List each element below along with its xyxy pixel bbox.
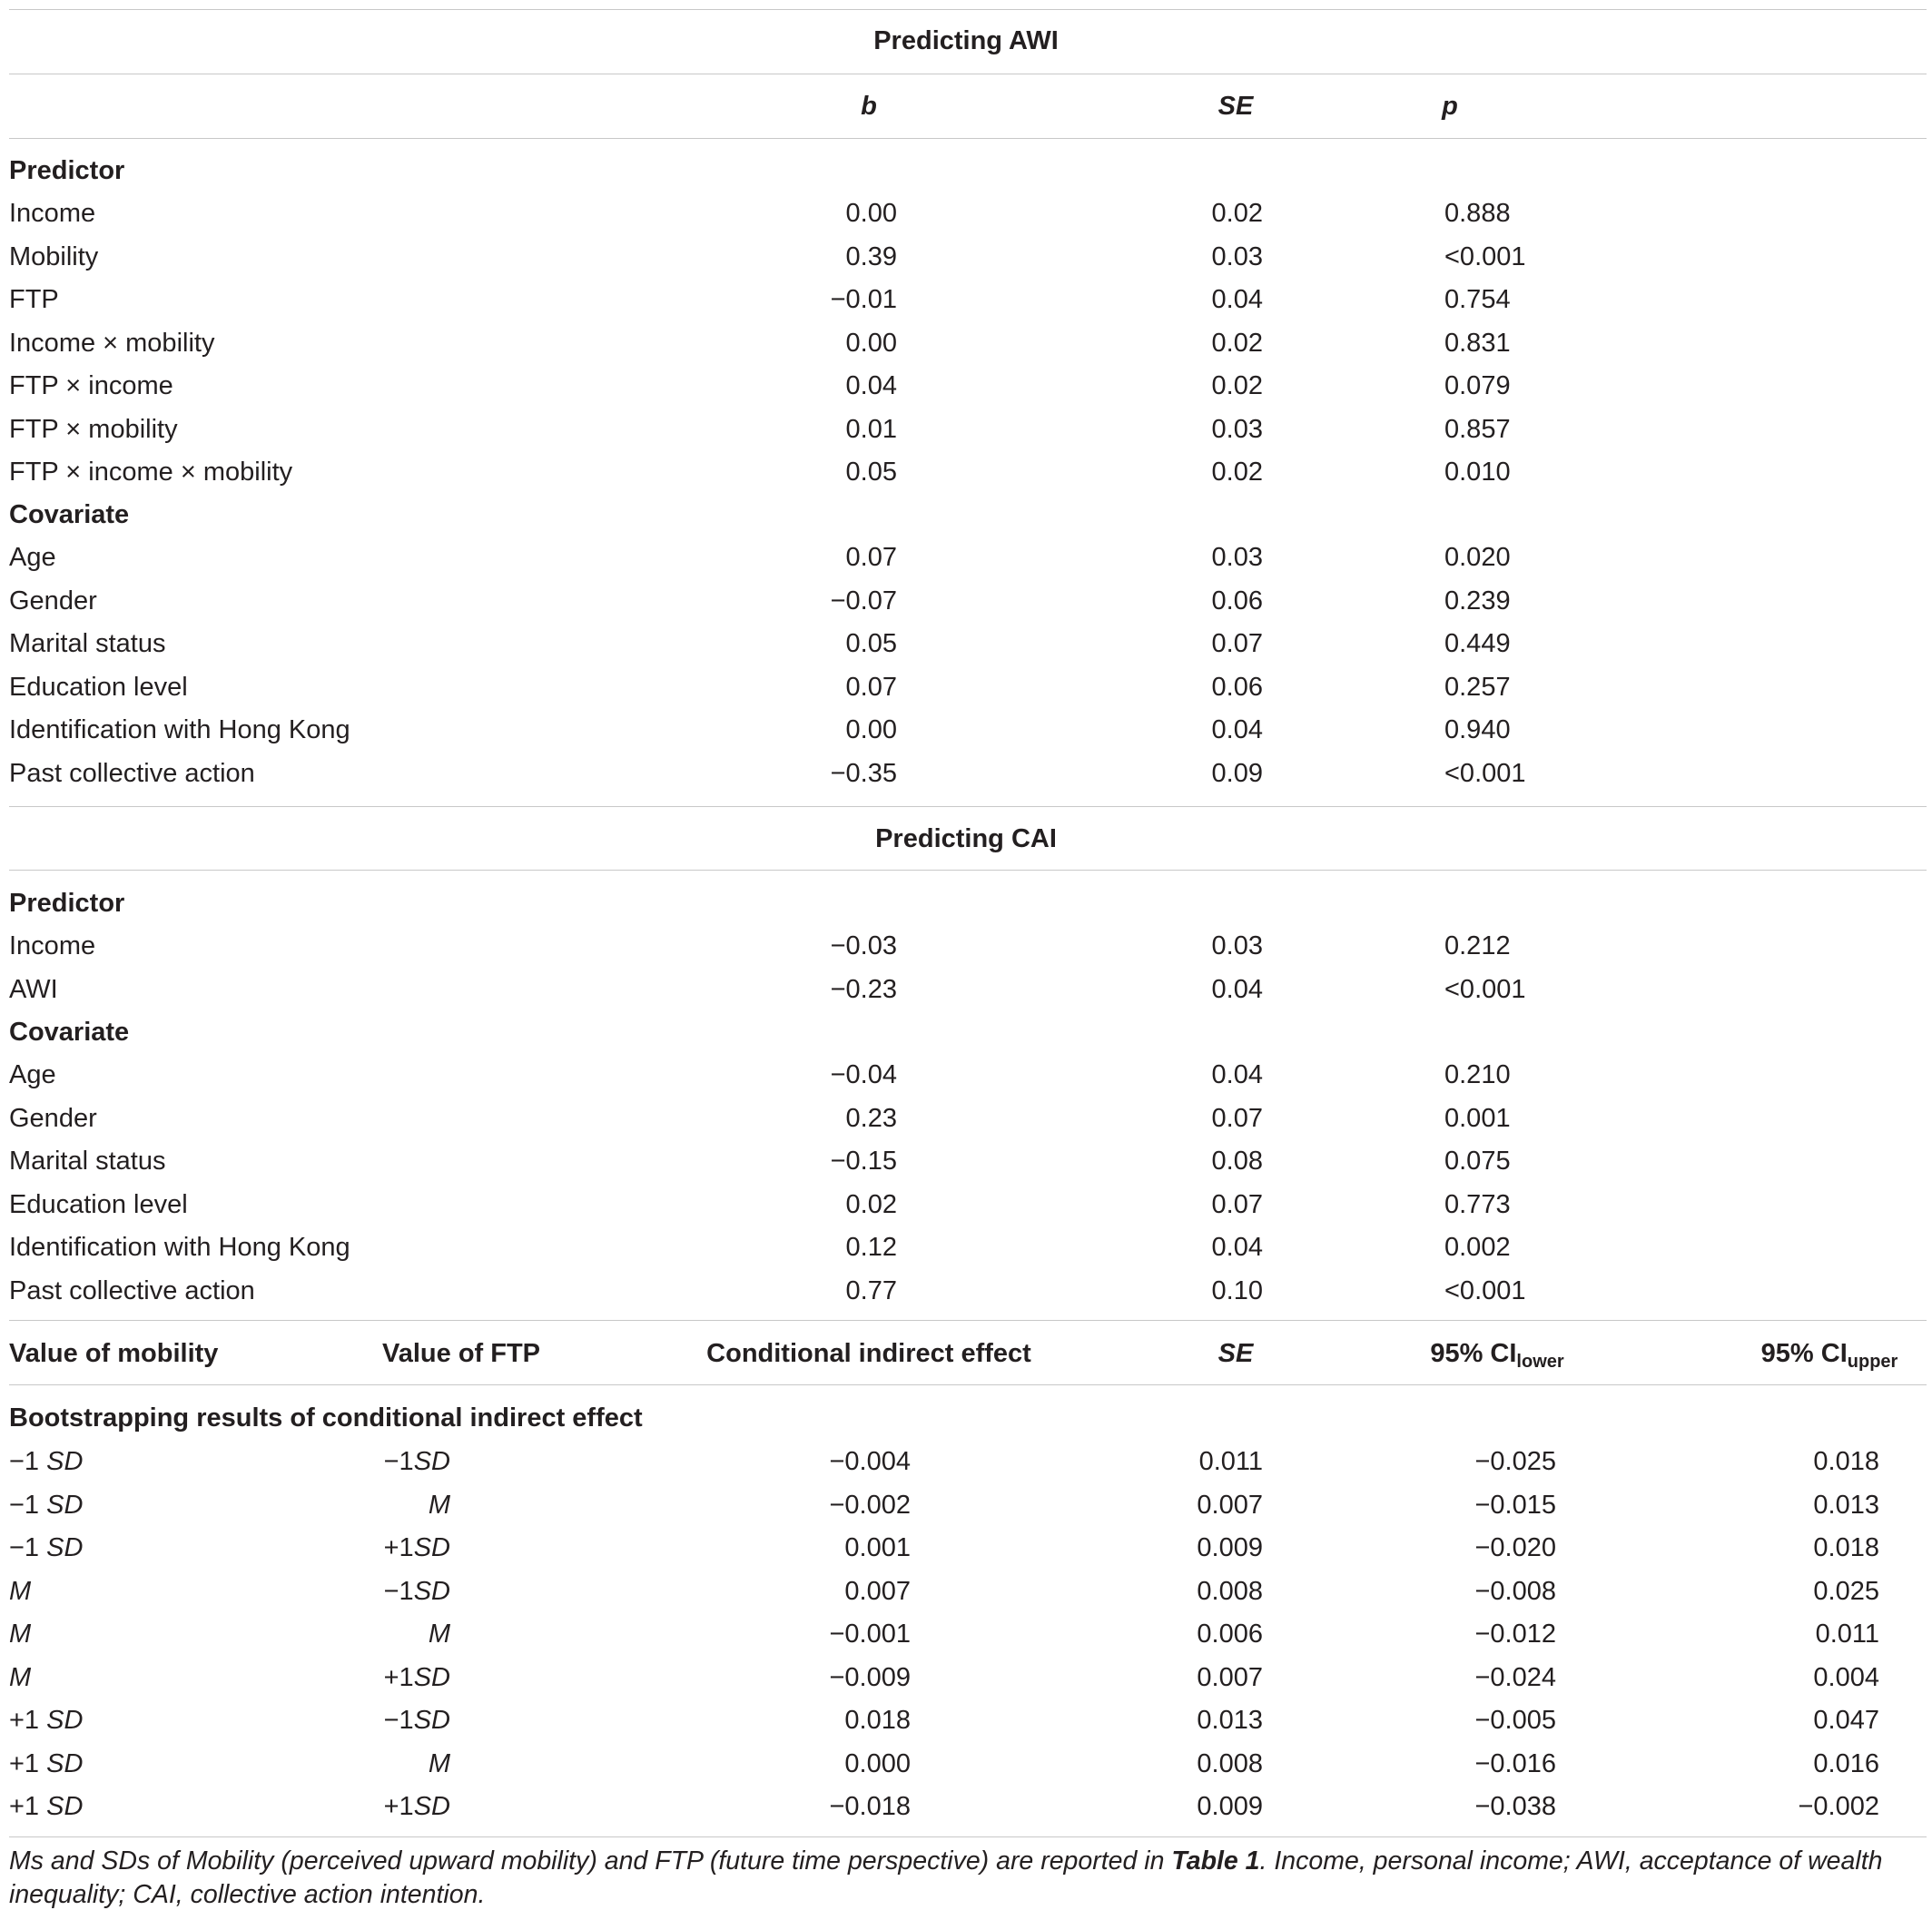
row-b-value: −0.35: [830, 759, 897, 788]
row-se-value: 0.04: [1211, 285, 1263, 314]
mobility-stat: M: [9, 1620, 32, 1649]
row-se-value: 0.03: [1211, 415, 1263, 444]
row-p-value: 0.754: [1444, 285, 1511, 314]
se-value: 0.006: [1197, 1620, 1263, 1649]
row-se-value: 0.02: [1211, 199, 1263, 228]
row-se-value: 0.02: [1211, 458, 1263, 487]
row-se-value: 0.07: [1211, 1190, 1263, 1219]
ftp-number: +1: [383, 1792, 414, 1821]
row-label: FTP × mobility: [9, 415, 178, 444]
se-value: 0.009: [1197, 1792, 1263, 1821]
ci-upper-sub: upper: [1847, 1352, 1898, 1372]
row-se-value: 0.04: [1211, 1233, 1263, 1262]
row-se-value: 0.03: [1211, 242, 1263, 271]
rule-cai-top: [9, 806, 1927, 807]
note-part2: . Income, personal income; AWI, acceptance of wealth inequality; CAI, collective action intention.: [9, 1846, 1883, 1909]
ftp-stat: SD: [413, 1792, 450, 1821]
ci-upper-value: 0.013: [1813, 1491, 1879, 1520]
row-se-value: 0.02: [1211, 329, 1263, 358]
ftp-stat: M: [428, 1749, 450, 1778]
effect-value: 0.018: [844, 1706, 911, 1735]
mobility-number: +1: [9, 1792, 47, 1821]
mobility-value: [9, 1794, 83, 1820]
ci-lower-sub: lower: [1516, 1352, 1564, 1372]
row-p-value: 0.020: [1444, 543, 1511, 572]
row-p-value: 0.210: [1444, 1060, 1511, 1089]
boot-col-ftp: Value of FTP: [382, 1339, 541, 1368]
effect-value: 0.001: [844, 1533, 911, 1562]
mobility-stat: SD: [46, 1706, 84, 1735]
ci-lower-value: −0.038: [1474, 1792, 1556, 1821]
row-label: FTP × income: [9, 371, 173, 400]
se-value: 0.007: [1197, 1491, 1263, 1520]
row-p-value: 0.831: [1444, 329, 1511, 358]
row-label: Gender: [9, 1104, 97, 1133]
row-se-value: 0.08: [1211, 1147, 1263, 1176]
row-se-value: 0.03: [1211, 931, 1263, 960]
se-value: 0.011: [1198, 1447, 1263, 1476]
row-label: Age: [9, 543, 56, 572]
rule-cai-title: [9, 870, 1927, 871]
ci-upper-value: 0.018: [1813, 1447, 1879, 1476]
row-se-value: 0.07: [1211, 629, 1263, 658]
ftp-value: [384, 1794, 450, 1820]
row-label: Income: [9, 931, 96, 960]
row-b-value: −0.03: [830, 931, 897, 960]
row-b-value: 0.39: [845, 242, 897, 271]
ci-lower-value: −0.012: [1474, 1620, 1556, 1649]
ci-upper-value: 0.004: [1813, 1663, 1879, 1692]
ftp-value: [429, 1751, 450, 1777]
awi-col-b: b: [861, 92, 877, 121]
mobility-value: [9, 1535, 83, 1561]
ci-lower-value: −0.024: [1474, 1663, 1556, 1692]
row-label: Identification with Hong Kong: [9, 1233, 350, 1262]
effect-value: 0.007: [844, 1577, 911, 1606]
boot-heading: Bootstrapping results of conditional indirect effect: [9, 1403, 643, 1433]
ftp-value: [384, 1579, 450, 1605]
mobility-stat: M: [9, 1577, 32, 1606]
ftp-stat: SD: [413, 1447, 450, 1476]
ftp-value: [384, 1449, 450, 1475]
row-b-value: 0.05: [845, 458, 897, 487]
row-label: Marital status: [9, 629, 166, 658]
row-label: Gender: [9, 586, 97, 615]
row-b-value: 0.00: [845, 329, 897, 358]
mobility-value: [9, 1621, 31, 1648]
ftp-stat: M: [428, 1620, 450, 1649]
row-p-value: 0.940: [1444, 715, 1511, 744]
boot-col-effect: Conditional indirect effect: [706, 1339, 1031, 1368]
se-value: 0.013: [1197, 1706, 1263, 1735]
rule-awi-header: [9, 138, 1927, 139]
row-b-value: 0.01: [845, 415, 897, 444]
ftp-number: −1: [383, 1447, 414, 1476]
row-label: Age: [9, 1060, 56, 1089]
ftp-value: [429, 1621, 450, 1648]
ci-lower-value: −0.005: [1474, 1706, 1556, 1735]
awi-predictor-heading: Predictor: [9, 156, 125, 185]
ftp-number: +1: [383, 1663, 414, 1692]
se-value: 0.008: [1197, 1749, 1263, 1778]
row-label: Education level: [9, 673, 188, 702]
mobility-number: +1: [9, 1749, 47, 1778]
row-se-value: 0.06: [1211, 586, 1263, 615]
row-label: Income: [9, 199, 96, 228]
mobility-stat: SD: [46, 1749, 84, 1778]
row-b-value: 0.12: [845, 1233, 897, 1262]
ftp-number: −1: [383, 1577, 414, 1606]
row-p-value: 0.857: [1444, 415, 1511, 444]
row-b-value: 0.02: [845, 1190, 897, 1219]
row-b-value: 0.07: [845, 673, 897, 702]
row-b-value: 0.05: [845, 629, 897, 658]
ci-upper-value: 0.025: [1813, 1577, 1879, 1606]
row-p-value: <0.001: [1444, 975, 1526, 1004]
row-label: Past collective action: [9, 1276, 255, 1305]
rule-boot-top: [9, 1320, 1927, 1321]
effect-value: 0.000: [844, 1749, 911, 1778]
mobility-number: −1: [9, 1447, 47, 1476]
boot-col-mobility: Value of mobility: [9, 1339, 219, 1368]
row-b-value: 0.00: [845, 715, 897, 744]
row-p-value: 0.212: [1444, 931, 1511, 960]
row-b-value: −0.04: [830, 1060, 897, 1089]
row-p-value: 0.001: [1444, 1104, 1511, 1133]
ftp-value: [384, 1535, 450, 1561]
note-part1: Ms and SDs of Mobility (perceived upward mobility) and FTP (future time perspective) are reported in: [9, 1846, 1172, 1876]
ci-upper-value: 0.016: [1813, 1749, 1879, 1778]
row-label: Income × mobility: [9, 329, 215, 358]
mobility-number: +1: [9, 1706, 47, 1735]
row-p-value: 0.079: [1444, 371, 1511, 400]
mobility-stat: SD: [46, 1491, 84, 1520]
boot-col-se: SE: [1217, 1339, 1254, 1368]
row-b-value: −0.23: [830, 975, 897, 1004]
mobility-value: [9, 1449, 83, 1475]
ftp-number: −1: [383, 1706, 414, 1735]
row-b-value: 0.04: [845, 371, 897, 400]
row-se-value: 0.09: [1211, 759, 1263, 788]
row-p-value: <0.001: [1444, 1276, 1526, 1305]
mobility-value: [9, 1579, 31, 1605]
row-se-value: 0.04: [1211, 975, 1263, 1004]
row-p-value: 0.239: [1444, 586, 1511, 615]
row-b-value: 0.07: [845, 543, 897, 572]
se-value: 0.008: [1197, 1577, 1263, 1606]
ci-upper-value: 0.018: [1813, 1533, 1879, 1562]
ci-lower-value: −0.015: [1474, 1491, 1556, 1520]
row-b-value: −0.01: [830, 285, 897, 314]
ftp-stat: SD: [413, 1533, 450, 1562]
row-p-value: 0.888: [1444, 199, 1511, 228]
mobility-value: [9, 1492, 83, 1519]
row-se-value: 0.02: [1211, 371, 1263, 400]
row-se-value: 0.03: [1211, 543, 1263, 572]
ci-lower-value: −0.025: [1474, 1447, 1556, 1476]
effect-value: −0.009: [829, 1663, 911, 1692]
ftp-stat: SD: [413, 1706, 450, 1735]
row-label: Marital status: [9, 1147, 166, 1176]
row-se-value: 0.04: [1211, 1060, 1263, 1089]
se-value: 0.007: [1197, 1663, 1263, 1692]
ftp-number: +1: [383, 1533, 414, 1562]
boot-col-ci-lower: [1430, 1339, 1564, 1372]
ci-lower-value: −0.008: [1474, 1577, 1556, 1606]
ftp-value: [429, 1492, 450, 1519]
boot-col-ci-upper: [1760, 1339, 1898, 1372]
row-label: Mobility: [9, 242, 99, 271]
ci-upper-prefix: 95% CI: [1760, 1339, 1848, 1368]
mobility-value: [9, 1751, 83, 1777]
ftp-stat: SD: [413, 1577, 450, 1606]
mobility-stat: SD: [46, 1447, 84, 1476]
row-p-value: <0.001: [1444, 759, 1526, 788]
rule-boot-header: [9, 1384, 1927, 1385]
row-p-value: 0.075: [1444, 1147, 1511, 1176]
ftp-value: [384, 1665, 450, 1691]
table-footnote: [9, 1845, 1916, 1912]
row-label: FTP × income × mobility: [9, 458, 293, 487]
mobility-number: −1: [9, 1491, 47, 1520]
row-label: Education level: [9, 1190, 188, 1219]
cai-title: Predicting CAI: [875, 824, 1057, 853]
awi-covariate-heading: Covariate: [9, 500, 130, 529]
ci-upper-value: 0.011: [1815, 1620, 1879, 1649]
mobility-stat: SD: [46, 1533, 84, 1562]
row-se-value: 0.10: [1211, 1276, 1263, 1305]
row-se-value: 0.06: [1211, 673, 1263, 702]
rule-top: [9, 9, 1927, 10]
row-p-value: 0.010: [1444, 458, 1511, 487]
mobility-stat: M: [9, 1663, 32, 1692]
row-label: FTP: [9, 285, 59, 314]
row-b-value: 0.77: [845, 1276, 897, 1305]
row-se-value: 0.04: [1211, 715, 1263, 744]
ftp-stat: SD: [413, 1663, 450, 1692]
row-b-value: −0.07: [830, 586, 897, 615]
ci-upper-value: 0.047: [1813, 1706, 1879, 1735]
row-p-value: 0.002: [1444, 1233, 1511, 1262]
row-b-value: 0.00: [845, 199, 897, 228]
mobility-value: [9, 1665, 31, 1691]
se-value: 0.009: [1197, 1533, 1263, 1562]
ftp-value: [384, 1708, 450, 1734]
effect-value: −0.001: [829, 1620, 911, 1649]
row-p-value: 0.257: [1444, 673, 1511, 702]
awi-title: Predicting AWI: [873, 26, 1059, 55]
ci-lower-value: −0.020: [1474, 1533, 1556, 1562]
row-label: Past collective action: [9, 759, 255, 788]
row-label: Identification with Hong Kong: [9, 715, 350, 744]
ci-lower-prefix: 95% CI: [1430, 1339, 1517, 1368]
mobility-value: [9, 1708, 83, 1734]
effect-value: −0.002: [829, 1491, 911, 1520]
row-se-value: 0.07: [1211, 1104, 1263, 1133]
mobility-stat: SD: [46, 1792, 84, 1821]
row-p-value: <0.001: [1444, 242, 1526, 271]
note-ref-link[interactable]: Table 1: [1171, 1846, 1260, 1876]
effect-value: −0.018: [829, 1792, 911, 1821]
cai-predictor-heading: Predictor: [9, 889, 125, 918]
row-b-value: −0.15: [830, 1147, 897, 1176]
awi-col-p: p: [1442, 92, 1458, 121]
effect-value: −0.004: [829, 1447, 911, 1476]
ci-lower-value: −0.016: [1474, 1749, 1556, 1778]
ftp-stat: M: [428, 1491, 450, 1520]
row-p-value: 0.449: [1444, 629, 1511, 658]
row-label: AWI: [9, 975, 58, 1004]
mobility-number: −1: [9, 1533, 47, 1562]
row-p-value: 0.773: [1444, 1190, 1511, 1219]
row-b-value: 0.23: [845, 1104, 897, 1133]
awi-col-se: SE: [1217, 92, 1254, 121]
ci-upper-value: −0.002: [1798, 1792, 1879, 1821]
cai-covariate-heading: Covariate: [9, 1018, 130, 1047]
rule-bottom: [9, 1836, 1927, 1837]
